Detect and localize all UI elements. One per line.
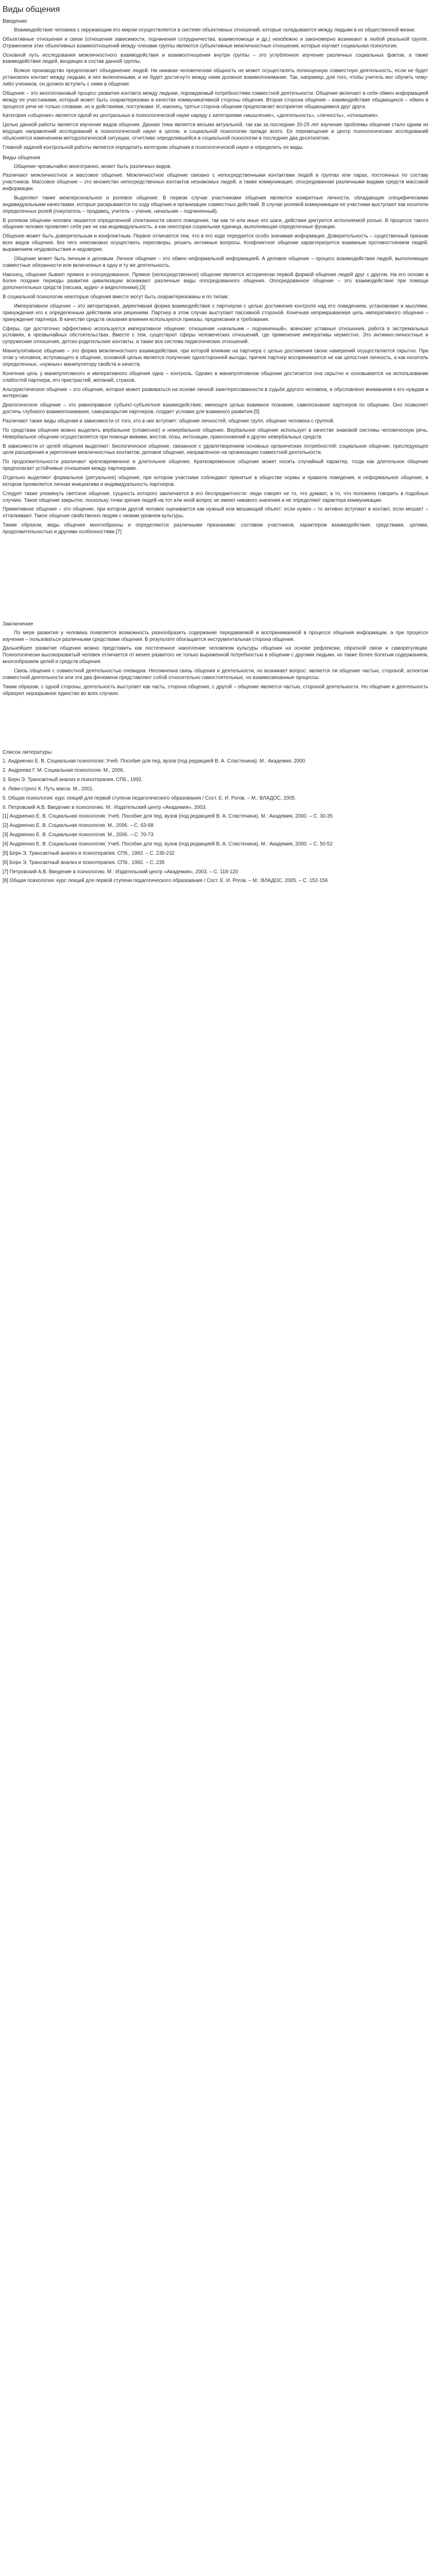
reference-item: [1] Андриенко Е. В. Социальная психология: Учеб. Пособие для пед. вузов (под редакцией В. А. Сластенина). М.: Академия, 2000. – С. 30-35: [3, 814, 333, 820]
intro-paragraph: Общение – это многоплановый процесс развития контакта между людьми, порождаемый потребностями совместной деятельности. Общение включает в себя обмен информацией между ее участниками, который может быть охарактеризован в качестве коммуникативной стороны общения. Вторая сторона общения – взаимодействие общающихся – обмен в процессе речи не только словами, но и действиями, поступками. И, наконец, третья сторона общения предполагает восприятие общающимися друг друга.: [3, 90, 428, 110]
intro-paragraph: Категория «общение» является одной из центральных в психологической науке наряду с категориями «мышление», «деятельность», «личность», «отношения».: [3, 113, 379, 119]
types-paragraph: Примитивное общение – это общение, при котором другой человек оценивается как нужный или мешающий объект: если нужен – то активно вступают в контакт, если мешает – отталкивают. Такое общение свойственно людям с низким уровнем культуры.: [3, 506, 428, 519]
intro-paragraph: Объективные отношения и связи (отношения зависимости, подчинения сотрудничества, взаимопомощи и др.) неизбежно и закономерно возникают в любой реальной группе. Отражением этих объективных взаимоотношений между членами группы являются субъективные межличностные отношения, которые изучает социальная психология.: [3, 36, 428, 49]
conclusion-paragraph: Дальнейшее развитие общения можно представить как постепенное накопление человеком культуры общения на основе рефлексии, обратной связи и саморегуляции. Психологически высокоразвитый человек отличается от менее развитого не только выраженной потребностью в общении с другими людьми, но также более богатым содержанием, многообразием целей и средств общения.: [3, 646, 428, 665]
reference-item: 2. Андреева Г. М. Социальная психология. М., 2006.: [3, 768, 125, 774]
reference-item: 6. Петровский А.В. Введение в психологию. М.: Издательский центр «Академия», 2003.: [3, 804, 207, 810]
reference-item: [5] Берн Э. Трансактный анализ и психотерапия. СПб., 1992. – С. 230-232: [3, 850, 175, 856]
reference-item: [6] Берн Э. Трансактный анализ и психотерапия. СПб., 1992. – С. 235: [3, 859, 165, 866]
intro-paragraph: Основной путь исследования межличностного взаимодействия и взаимоотношения внутри группы – это углубленное изучение различных социальных фактов, а также взаимодействия людей, входящих в состав данной группы.: [3, 52, 428, 65]
intro-paragraph: Главной задачей контрольной работы является определить категорию общения в психологической науке и определить ее виды.: [3, 144, 304, 150]
types-paragraph: Общение может быть личным и деловым. Личное общение – это обмен неформальной информацией. А деловое общение – процесс взаимодействия людей, выполняющих совместные обязанности или включенных в одну и ту же деятельность.: [3, 256, 428, 268]
intro-heading: Введение: [3, 18, 27, 25]
reference-item: 3. Берн Э. Трансактный анализ и психотерапия. СПб., 1992.: [3, 777, 143, 783]
intro-paragraph: Всякое производство предполагает объединение людей. Ни никакая человеческая общность не может осуществлять полноценную совместную деятельность, если не будет установлен контакт между людьми, в нее включенными, и не будет достигнуто между ними должное взаимопонимание. Так, например, для того, чтобы учитель мог обучить чему-либо учеников, он должен вступить с ними в общение.: [3, 68, 428, 87]
types-heading: Виды общения: [3, 154, 41, 161]
types-paragraph: Различают межличностное и массовое общение. Межличностное общение связано с непосредственными контактами людей в группах или парах, постоянных по составу участников. Массовое общение – это множество непосредственных контактов незнакомых людей, а также коммуникация, опосредованная различными видами средств массовой информации.: [3, 173, 428, 192]
reference-item: [8] Общая психология: курс лекций для первой ступени педагогического образования / Сост. Е. И. Рогов. – М.: ВЛАДОС, 2005. – С. 152-156: [3, 878, 328, 884]
types-paragraph: Отдельно выделяют формальное (ритуальное) общение, при котором участники соблюдают принятые в обществе нормы и правила поведения, и неформальное общение, в котором проявляется личная инициатива и индивидуальность партнеров.: [3, 474, 428, 487]
types-section: [3, 164, 428, 536]
types-paragraph: Таким образом, виды общения многообразны и определяются различными признаками: составом участников, характером взаимодействия, средствами, целями, продолжительностью и другими особенностями.[7]: [3, 522, 428, 535]
reference-item: 4. Леви-стросс К. Путь масок. М., 2001.: [3, 786, 94, 792]
blank-area: [3, 700, 428, 746]
types-paragraph: Диалогическое общение – это равноправное субъект-субъектное взаимодействие, имеющее целью взаимное познание, самопознание партнеров по общению. Оно позволяет достичь глубокого взаимопонимания, самораскрытия партнеров, создает условия для взаимного развития.[5]: [3, 402, 428, 415]
conclusion-heading: Заключение: [3, 620, 33, 627]
types-paragraph: Следует также упомянуть светское общение, сущность которого заключается в его беспредметности: люди говорят не то, что думают, а то, что положено говорить в подобных случаях. Такое общение закрытое, поскольку точки зрения людей на тот или иной вопрос не имеют никакого значения и не определяют характера коммуникации.: [3, 490, 428, 503]
blank-area: [3, 538, 428, 616]
types-paragraph: Манипулятивное общение – это форма межличностного взаимодействия, при которой влияние на партнера с целью достижения своих намерений осуществляется скрытно. При этом у человека, вступающего в общение, основной целью является получение односторонней выгоды, причем партнер воспринимается не как целостная личность, а как носитель определенных, «нужных» манипулятору свойств и качеств.: [3, 348, 428, 367]
types-paragraph: Императивное общение – это авторитарная, директивная форма взаимодействия с партнером с целью достижения контроля над его поведением, установками и мыслями, принуждения его к определенным действиям или решениям. Партнер в этом случае выступает пассивной стороной. Конечная неприкрываемая цель императивного общения – принуждение партнера. В качестве средств оказания влияния используются приказы, предписания и требования.: [3, 303, 428, 323]
reference-item: [7] Петровский А.В. Введение в психологию. М.: Издательский центр «Академия», 2003. – С. 118-120: [3, 869, 238, 875]
page-title: Виды общения: [3, 5, 60, 14]
reference-item: [4] Андриенко Е. В. Социальная психология: Учеб. Пособие для пед. вузов (под редакцией В. А. Сластенина). М.: Академия, 2000. – С. 50-52: [3, 841, 333, 848]
conclusion-section: [3, 630, 428, 698]
types-paragraph: В зависимости от целей общения выделяют: биологическое общение, связанное с удовлетворением основных органических потребностей; социальное общение, преследующее цели расширения и укрепления межличностных контактов; деловое общение, направленное на организацию совместной деятельности.: [3, 443, 428, 456]
types-paragraph: Наконец, общение бывает прямое и опосредованное. Прямое (непосредственное) общение является исторически первой формой общения людей друг с другом. На его основе в более поздние периоды развития цивилизации возникают различные виды опосредованного общения. Опосредованное общение – это взаимодействие при помощи дополнительных средств (письма, аудио- и видеотехники).[3]: [3, 272, 428, 291]
types-paragraph: Сферы, где достаточно эффективно используется императивное общение: отношения «начальник – подчиненный», воинские уставные отношения, работа в экстремальных условиях, в чрезвычайных обстоятельствах. Вместе с тем, существуют сферы человеческих отношений, где применение императивы неуместно. Это интимно-личностные и супружеские отношения, детско-родительские контакты, а также вся система педагогических отношений.: [3, 326, 428, 345]
reference-item: 5. Общая психология: курс лекций для первой ступени педагогического образования / Сост. Е. И. Рогов. – М.: ВЛАДОС, 2005.: [3, 795, 297, 801]
types-paragraph: Выделяют также межперсональное и ролевое общение. В первом случае участниками общения являются конкретные личности, обладающие специфическими индивидуальными качествами, которые раскрываются по ходу общения и организации совместных действий. В случае ролевой коммуникации ее участники выступают как носители определенных ролей (покупатель – продавец, учитель – ученик, начальник – подчиненный).: [3, 195, 428, 214]
references-list: [3, 758, 428, 885]
types-paragraph: Конечная цель у манипулятивного и императивного общения одна – контроль. Однако в манипулятивном общении достигается она скрытно и основывается на использовании слабостей партнера, его пристрастий, желаний, страхов.: [3, 370, 428, 383]
reference-item: [2] Андриенко Е. В. Социальная психология. М., 2006. – С. 63-68: [3, 823, 154, 829]
types-paragraph: В социальной психологии некоторые общения вместе могут быть охарактеризованы и по типам:: [3, 294, 229, 300]
conclusion-paragraph: Связь общения с совместной деятельностью очевидна. Несомненна связь общения и деятельности, но возникает вопрос: является ли общение частью, стороной, аспектом совместной деятельности или эти два феномена представляют собой относительно самостоятельные, но взаимосвязанные процессы.: [3, 668, 428, 681]
types-paragraph: Альтруистическое общение – это общение, которое может развиваться на основе личной заинтересованности в судьбе другого человека, и обусловлено вниманием к его нуждам и интересам.: [3, 386, 428, 399]
conclusion-paragraph: Таким образом, с одной стороны, деятельность выступает как часть, сторона общения, с другой – общение является частью, стороной деятельности. Но общение и деятельность образуют неразрывное единство во всех случаях.: [3, 684, 428, 697]
intro-paragraph: Целью данной работы является изучение видов общения. Данная тема является весьма актуальной, так как за последние 20-25 лет изучение проблемы общения стало одним из ведущих направлений исследований в психологической науке в целом, и социальной психологии прежде всего. Ее перемещение в центр психологических исследований объясняется изменением методологической ситуации, отчетливо определившейся в социальной психологии в последние два десятилетия.: [3, 122, 428, 141]
intro-section: [3, 27, 428, 151]
intro-paragraph: Взаимодействие человека с окружающим его миром осуществляется в системе объективных отношений, которые складываются между людьми в их общественной жизни.: [14, 27, 416, 33]
reference-item: 1. Андриенко Е. В. Социальная психология: Учеб. Пособие для пед. вузов (под редакцией В. А. Сластенина). М.: Академия, 2000.: [3, 758, 307, 765]
types-paragraph: Общение может быть доверительным и конфликтным. Первое отличается тем, что в его ходе передается особо значимая информация. Доверительность – существенный признак всех видов общения, без чего невозможно осуществить переговоры, решить интимные вопросы. Конфликтное общение характеризуется взаимным противостоянием людей, выражением неудовольствия и недоверия.: [3, 233, 428, 253]
reference-item: [3] Андриенко Е. В. Социальная психология. М., 2006. – С. 70-73: [3, 832, 154, 838]
types-paragraph: По продолжительности различают кратковременное и длительное общение. Кратковременное общение может носить случайный характер, тогда как длительное общение предполагает устойчивые отношения между партнерами.: [3, 459, 428, 472]
types-paragraph: Общение чрезвычайно многогранно, может быть различных видов.: [14, 163, 172, 170]
types-paragraph: По средствам общения можно выделить вербальное (словесное) и невербальное общение. Вербальное общение использует в качестве знаковой системы человеческую речь. Невербальное общение осуществляется при помощи мимики, жестов, позы, интонации, прикосновений и других невербальных средств.: [3, 427, 428, 440]
conclusion-paragraph: По мере развития у человека появляется возможность разнообразить содержание передаваемой и воспринимаемой в процессе общения информации, а при процессе изучения – пользоваться различными средствами общения. В результате обогащается инструментальная сторона общения.: [3, 630, 428, 642]
types-paragraph: Различают также виды общения в зависимости от того, кто в них вступает: общение личностей, общение групп, общение человека с группой.: [3, 418, 335, 424]
types-paragraph: В ролевом общении человек лишается определенной спонтанности своего поведения, так как те или иные его шаги, действия диктуются исполняемой ролью. В процессе такого общения человек проявляет себя уже не как индивидуальность, а как некоторая социальная единица, выполняющая определенные функции.: [3, 217, 428, 230]
references-heading: Список литературы: [3, 749, 52, 756]
